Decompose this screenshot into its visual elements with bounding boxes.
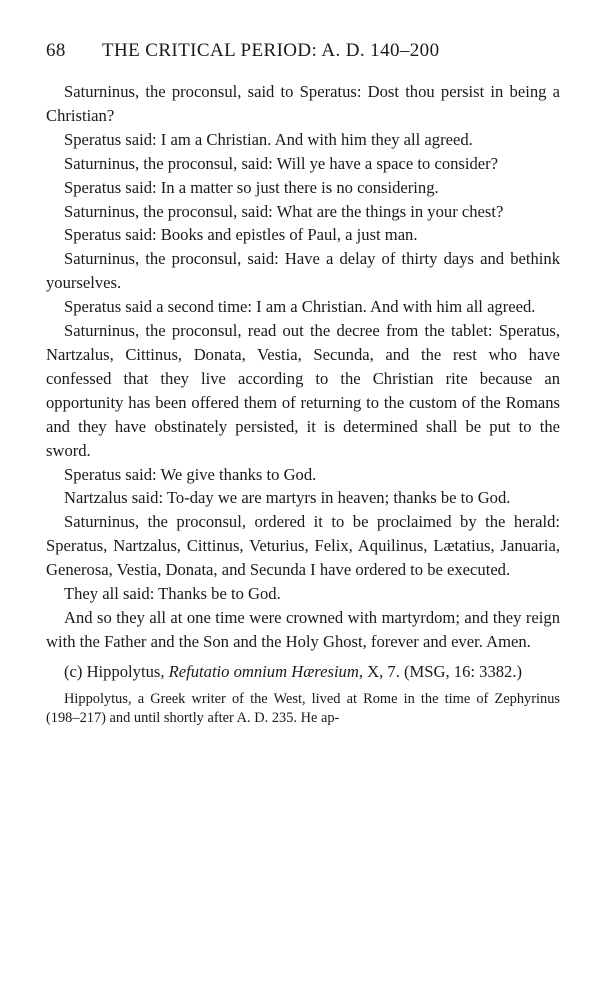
paragraph-9: Saturninus, the proconsul, read out the decree from the tablet: Speratus, Nartzalus, Cittinus, Donata, Vestia, Secunda, and the rest who have confessed that they live according to the Christian rite because an opportunity has been offered them of returning to the custom of the Romans and they have obstinately persisted, it is determined shall be put to the sword. [46, 321, 560, 460]
paragraph-7: Saturninus, the proconsul, said: Have a delay of thirty days and bethink yourselves. [46, 249, 560, 293]
paragraph-8: Speratus said a second time: I am a Christian. And with him all agreed. [64, 297, 536, 317]
body-text [46, 80, 560, 654]
page [46, 40, 560, 729]
page-number: 68 [46, 40, 66, 61]
running-title: THE CRITICAL PERIOD: A. D. 140–200 [102, 40, 440, 61]
section-label: (c) Hippolytus, [64, 661, 169, 681]
running-header [46, 40, 560, 62]
section-heading-c [46, 660, 560, 684]
section-reference: , X, 7. (MSG, 16: 3382.) [358, 661, 523, 681]
paragraph-3: Saturninus, the proconsul, said: Will ye have a space to consider? [64, 153, 499, 173]
paragraph-10: Speratus said: We give thanks to God. [64, 464, 317, 484]
paragraph-1: Saturninus, the proconsul, said to Speratus: Dost thou persist in being a Christian? [46, 82, 560, 125]
paragraph-11: Nartzalus said: To-day we are martyrs in heaven; thanks be to God. [64, 488, 511, 508]
paragraph-13: They all said: Thanks be to God. [64, 584, 281, 604]
paragraph-14: And so they all at one time were crowned with martyrdom; and they reign with the Father and the Son and the Holy Ghost, forever and ever. Amen. [46, 607, 560, 651]
paragraph-5: Saturninus, the proconsul, said: What are the things in your chest? [64, 201, 504, 221]
paragraph-2: Speratus said: I am a Christian. And with him they all agreed. [64, 129, 473, 149]
introductory-note: Hippolytus, a Greek writer of the West, lived at Rome in the time of Zephyrinus (198–217) and until shortly after A. D. 235. He ap- [46, 690, 560, 727]
section-work-title: Refutatio omnium Hæresium [168, 661, 359, 681]
paragraph-12: Saturninus, the proconsul, ordered it to be proclaimed by the herald: Speratus, Nartzalus, Cittinus, Veturius, Felix, Aquilinus, Lætatius, Januaria, Generosa, Vestia, Donata, and Secunda I have ordered to be executed. [46, 512, 560, 580]
paragraph-4: Speratus said: In a matter so just there is no considering. [64, 177, 439, 197]
paragraph-6: Speratus said: Books and epistles of Paul, a just man. [64, 225, 418, 245]
